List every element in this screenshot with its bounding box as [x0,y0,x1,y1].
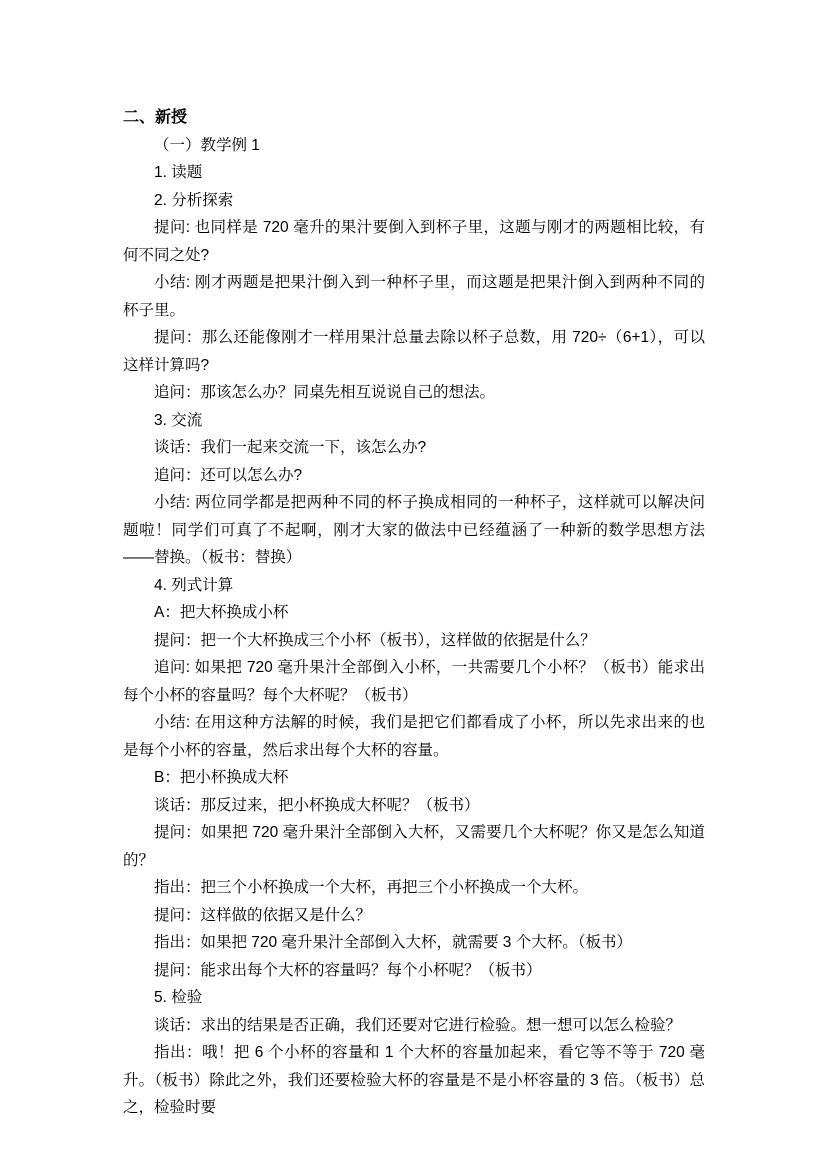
paragraph: 2. 分析探索 [154,191,234,209]
paragraph: B：把小杯换成大杯 [154,769,289,786]
paragraph: 小结: 两位同学都是把两种不同的杯子换成相同的一种杯子，这样就可以解决问题啦！同学们可真了不起啊，刚才大家的做法中已经蕴涵了一种新的数学思想方法——替换。（板书：替换） [123,494,705,566]
paragraph: 3. 交流 [154,411,203,429]
paragraph: 提问：把一个大杯换成三个小杯（板书），这样做的依据是什么？ [154,631,596,649]
paragraph: 4. 列式计算 [154,576,234,594]
paragraph: （一）教学例 1 [154,136,260,154]
section-heading: 二、新授 [123,109,188,126]
paragraph: 谈话：我们一起来交流一下，该怎么办? [154,439,427,456]
paragraph: 追问：还可以怎么办? [154,466,303,484]
paragraph: 提问: 也同样是 720 毫升的果汁要倒入到杯子里，这题与刚才的两题相比较，有何不同之处? [123,219,705,264]
paragraph: 小结: 在用这种方法解的时候，我们是把它们都看成了小杯，所以先求出来的也是每个小杯的容量，然后求出每个大杯的容量。 [123,714,705,759]
paragraph: 追问: 如果把 720 毫升果汁全部倒入小杯，一共需要几个小杯？（板书）能求出每个小杯的容量吗？每个大杯呢？（板书） [123,659,705,704]
paragraph: 谈话：那反过来，把小杯换成大杯呢？（板书） [154,796,480,814]
paragraph: A：把大杯换成小杯 [154,604,289,621]
paragraph: 指出：如果把 720 毫升果汁全部倒入大杯，就需要 3 个大杯。（板书） [154,934,632,951]
paragraph: 1. 读题 [154,164,203,181]
paragraph: 提问：这样做的依据又是什么？ [154,906,372,924]
document-content [123,104,705,1122]
paragraph: 指出：哦！把 6 个小杯的容量和 1 个大杯的容量加起来，看它等不等于 720 毫升。（板书）除此之外，我们还要检验大杯的容量是不是小杯容量的 3 倍。（板书）总之，检验时要 [123,1044,705,1116]
paragraph: 追问：那该怎么办？同桌先相互说说自己的想法。 [154,384,496,401]
paragraph: 提问：能求出每个大杯的容量吗？每个小杯呢？（板书） [154,961,542,979]
paragraph: 5. 检验 [154,989,203,1006]
paragraph: 小结: 刚才两题是把果汁倒入到一种杯子里，而这题是把果汁倒入到两种不同的杯子里。 [123,274,705,319]
paragraph: 提问：那么还能像刚才一样用果汁总量去除以杯子总数，用 720÷（6+1），可以这样计算吗? [123,329,705,374]
paragraph: 提问：如果把 720 毫升果汁全部倒入大杯，又需要几个大杯呢？你又是怎么知道的？ [123,824,705,869]
paragraph: 指出：把三个小杯换成一个大杯，再把三个小杯换成一个大杯。 [154,879,589,896]
paragraph: 谈话：求出的结果是否正确，我们还要对它进行检验。想一想可以怎么检验？ [154,1016,682,1034]
